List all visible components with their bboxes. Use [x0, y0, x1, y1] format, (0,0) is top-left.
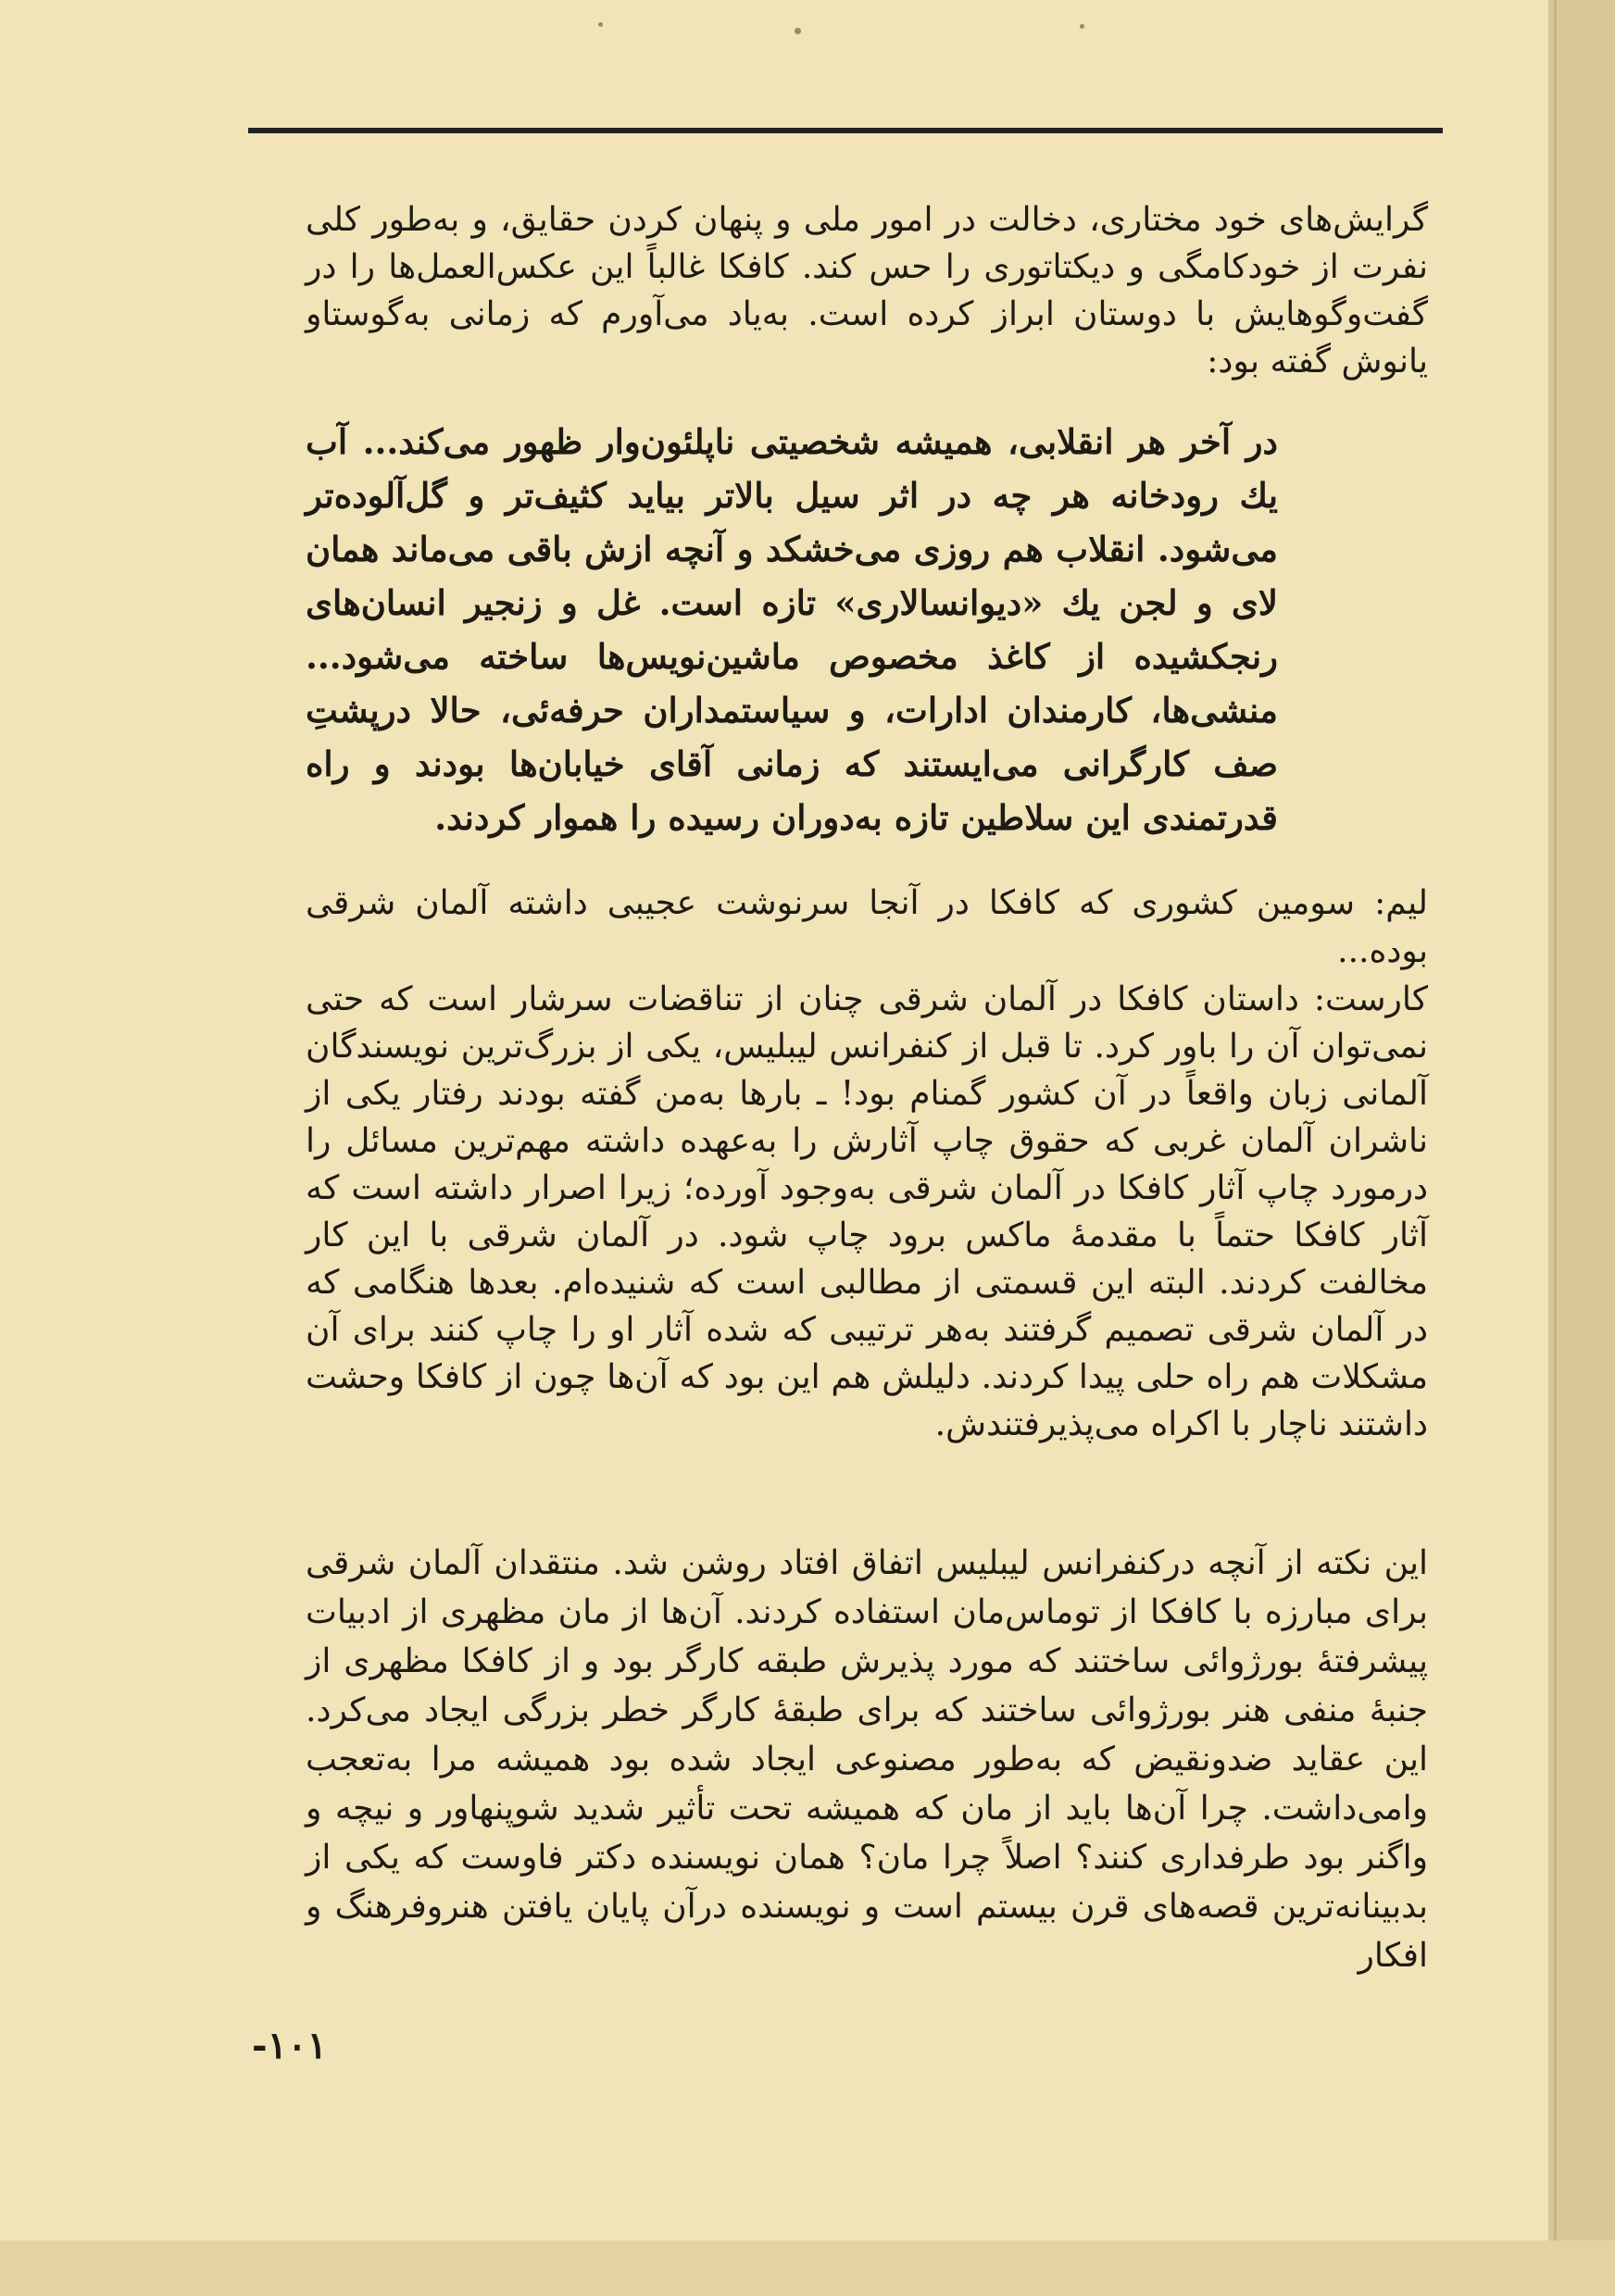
paragraph-2: لیم: سومین کشوری که کافکا در آنجا سرنوشت عجیبی داشته آلمان شرقی بوده... [306, 884, 1428, 970]
paragraph-3: کارست: داستان کافکا در آلمان شرقی چنان از تناقضات سرشار است که حتی نمی‌توان آن را باور کرد. تا قبل از کنفرانس لیبلیس، یکی از بزرگ‌ترین نویسندگان آلمانی زبان واقعاً در آن کشور گمنام بود! ـ بارها به‌من گفته بودند رفتار یکی از ناشران آلمان غربی که حقوق چاپ آثارش را به‌عهده داشته مهم‌ترین مسائل را درمورد چاپ آثار کافکا در آلمان شرقی به‌وجود آورده؛ زیرا اصرار داشته است که آثار کافکا حتماً با مقدمهٔ ماکس برود چاپ شود. در آلمان شرقی با این کار مخالفت کردند. البته این قسمتی از مطالبی است که شنیده‌ام. بعدها هنگامی که در آلمان شرقی تصمیم گرفتند به‌هر ترتیبی که شده آثار او را چاپ کنند برای آن مشکلات هم راه حلی پیدا کردند. دلیلش هم این بود که آن‌ها چون از کافکا وحشت داشتند ناچار با اکراه می‌پذیرفتندش. [306, 980, 1428, 1443]
page-number: -۱۰۱ [252, 2024, 328, 2067]
page-bottom-shadow [0, 2240, 1615, 2296]
paragraph-1: گرایش‌های خود مختاری، دخالت در امور ملی و پنهان کردن حقایق، و به‌طور کلی نفرت از خودکامگی و دیکتاتوری را حس کند. کافکا غالباً این عکس‌العمل‌ها را در گفت‌وگوهایش با دوستان ابراز کرده است. به‌یاد می‌آورم که زمانی به‌گوستاو یانوش گفته بود: [306, 201, 1428, 381]
paper-speck [795, 28, 801, 34]
page-fold-line [1554, 0, 1557, 2296]
paragraph-4: این نکته از آنچه درکنفرانس لیبلیس اتفاق افتاد روشن شد. منتقدان آلمان شرقی برای مبارزه با کافکا از توماس‌مان استفاده کردند. آن‌ها از مان مظهری از ادبیات پیشرفتهٔ بورژوائی ساختند که مورد پذیرش طبقه کارگر بود و از کافکا مظهری از جنبهٔ منفی هنر بورژوائی ساختند که برای طبقهٔ کارگر خطر بزرگی ایجاد می‌کرد. این عقاید ضدونقیض که به‌طور مصنوعی ایجاد شده بود همیشه مرا به‌تعجب وامی‌داشت. چرا آن‌ها باید از مان که همیشه تحت تأثیر شدید شوپنهاور و نیچه و واگنر بود طرفداری کنند؟ اصلاً چرا مان؟ همان نویسنده دکتر فاوست که یکی از بدبینانه‌ترین قصه‌های قرن بیستم است و نویسنده درآن پایان یافتن هنروفرهنگ و افکار [306, 1544, 1428, 1975]
header-rule [248, 128, 1443, 133]
paper-speck [1080, 24, 1084, 29]
paper-speck [598, 22, 603, 27]
block-quote: در آخر هر انقلابی، همیشه شخصیتی ناپلئون‌وار ظهور می‌کند... آب یك رودخانه هر چه در اثر سیل بالاتر بیاید کثیف‌تر و گل‌آلوده‌تر می‌شود. انقلاب هم روزی می‌خشکد و آنچه ازش باقی می‌ماند همان لای و لجن یك «دیوانسالاری» تازه است. غل و زنجیر انسان‌های رنجکشیده از کاغذ مخصوص ماشین‌نویس‌ها ساخته می‌شود... منشی‌ها، کارمندان ادارات، و سیاستمداران حرفه‌ئی، حالا درپشتِ صف کارگرانی می‌ایستند که زمانی آقای خیابان‌ها بودند و راه قدرتمندی این سلاطین تازه به‌دوران رسیده را هموار کردند. [306, 421, 1278, 838]
page-edge-shadow [1548, 0, 1615, 2296]
